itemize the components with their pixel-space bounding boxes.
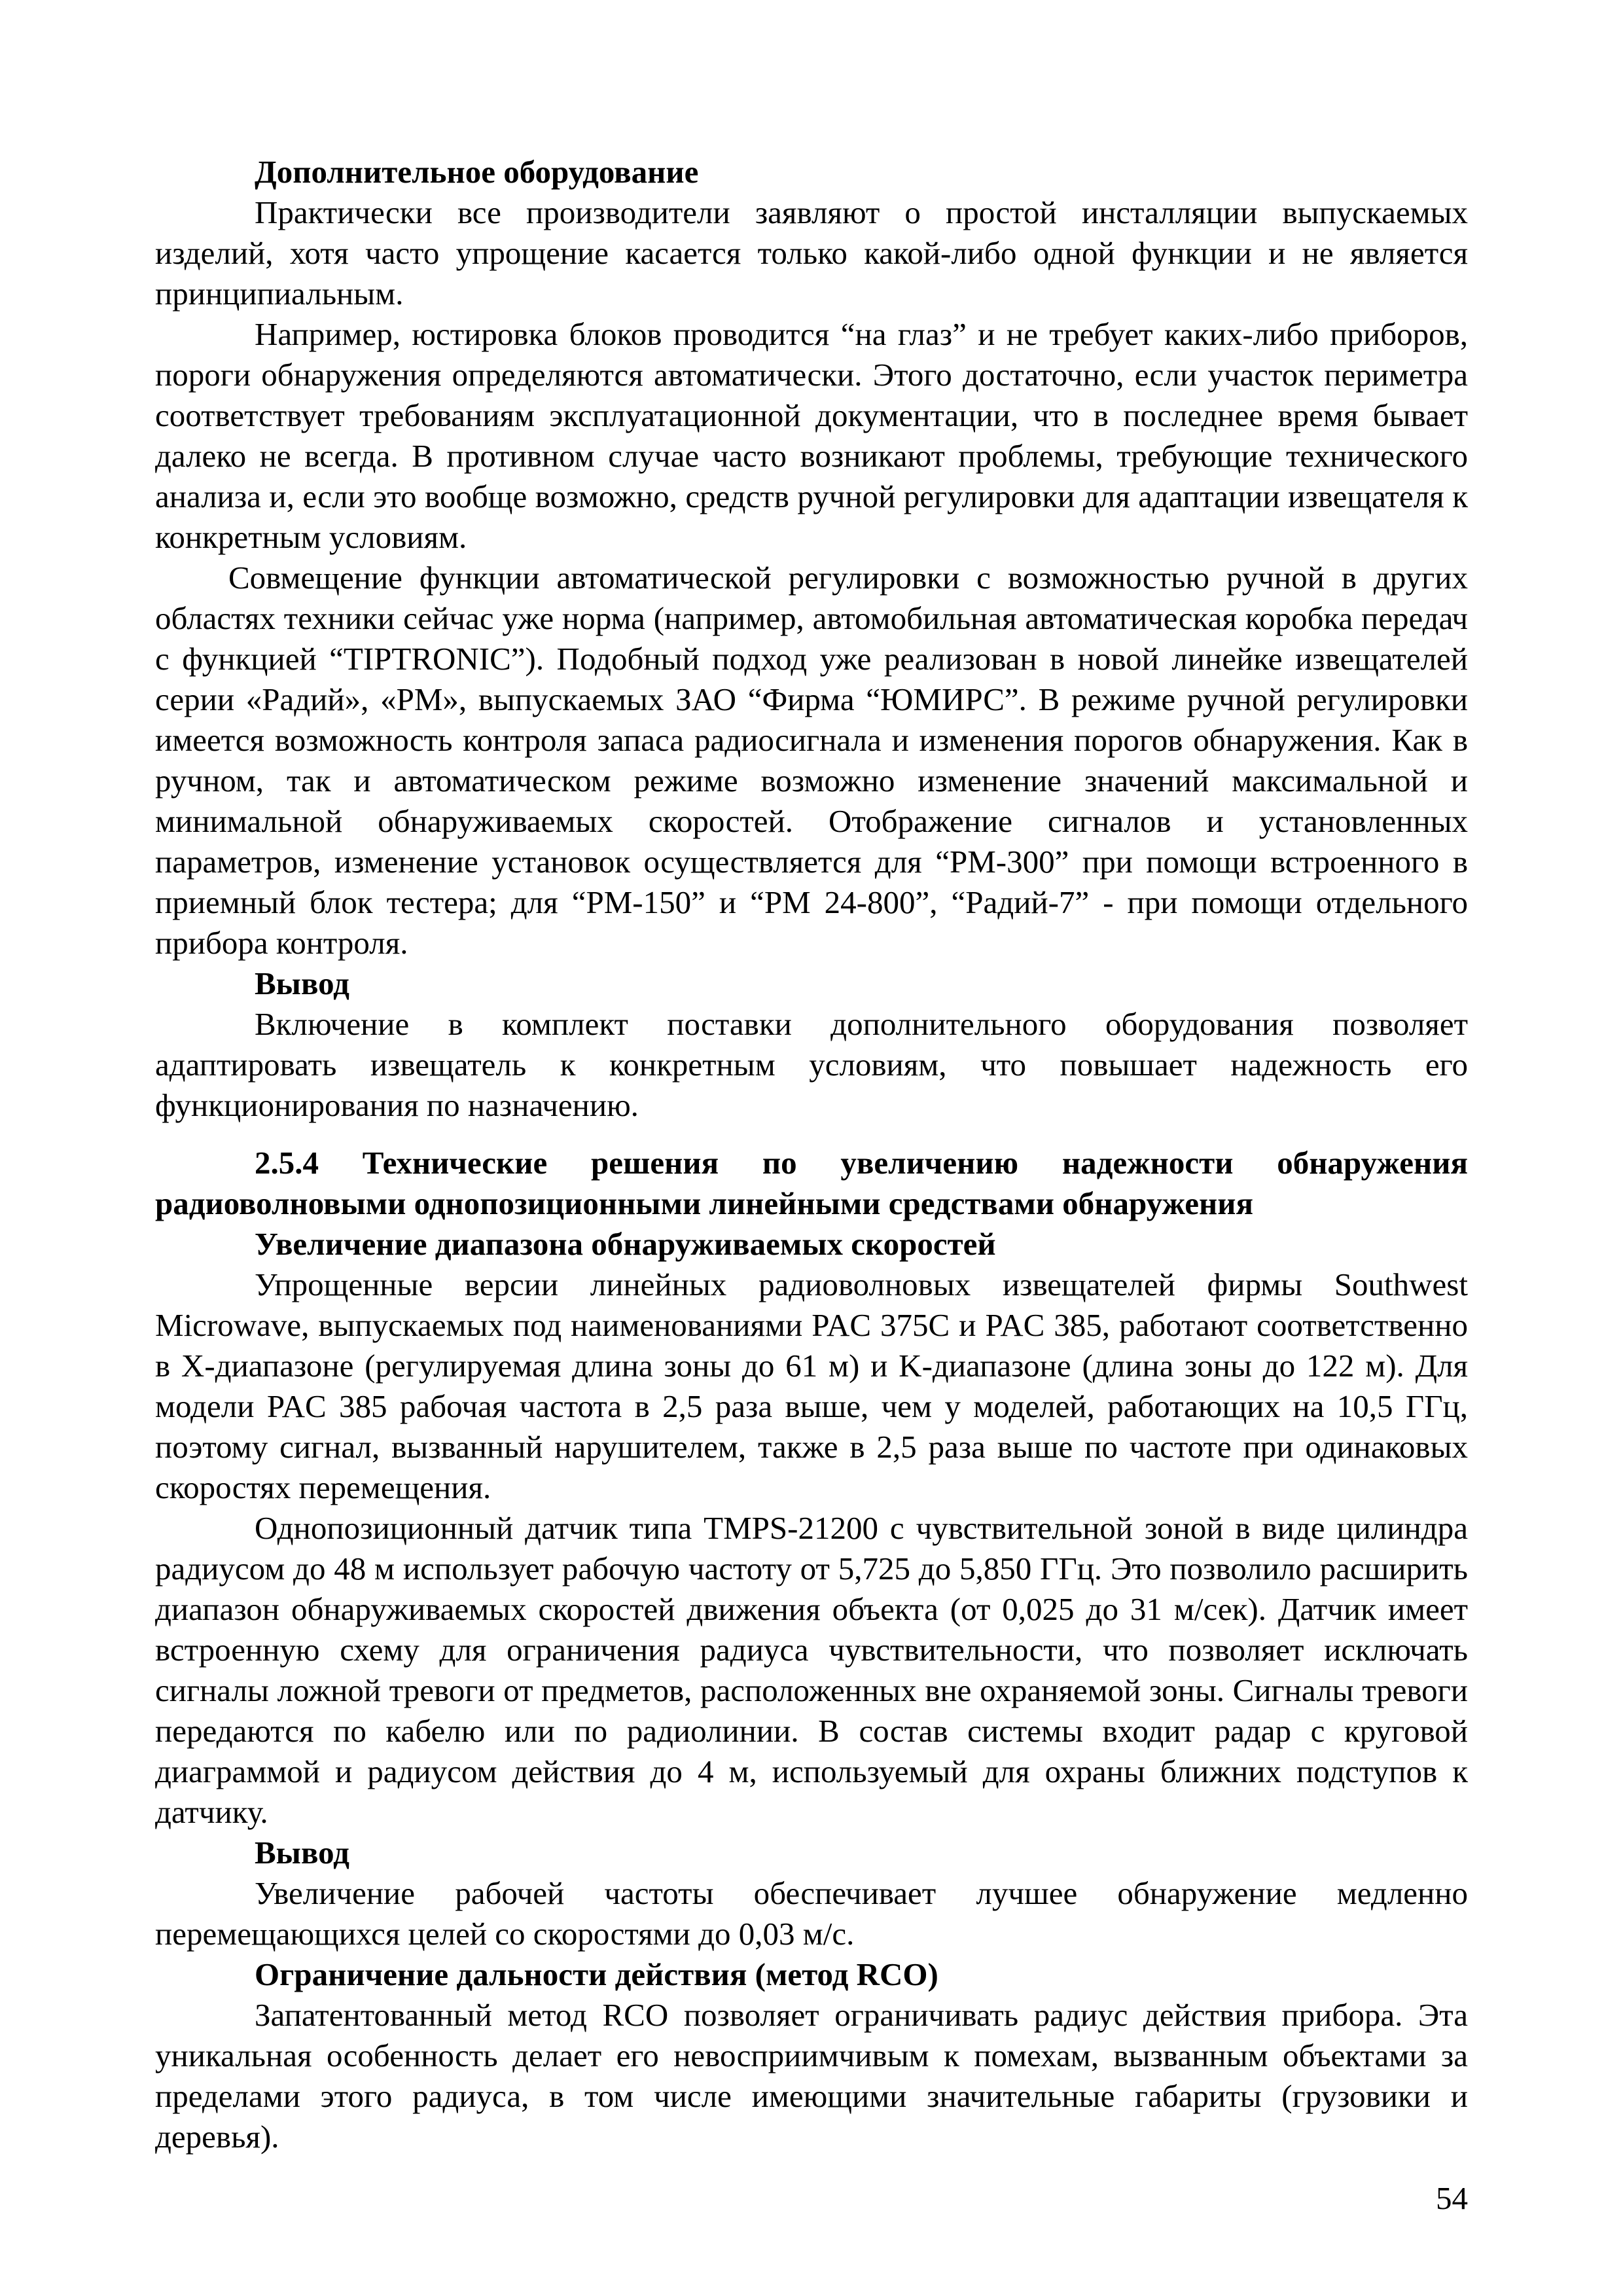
paragraph: Упрощенные версии линейных радиоволновых извещателей фирмы Southwest Microwave, выпускаемых под наименованиями PAC 375C и PAC 385, работают соответственно в X-диапазоне (регулируемая длина зоны до 61 м) и K-диапазоне (длина зоны до 122 м). Для модели PAC 385 рабочая частота в 2,5 раза выше, чем у моделей, работающих на 10,5 ГГц, поэтому сигнал, вызванный нарушителем, также в 2,5 раза выше по частоте при одинаковых скоростях перемещения.: [155, 1266, 1468, 1505]
paragraph: Запатентованный метод RCO позволяет ограничивать радиус действия прибора. Эта уникальная особенность делает его невосприимчивым к помехам, вызванным объектами за пределами этого радиуса, в том числе имеющими значительные габариты (грузовики и деревья).: [155, 1997, 1468, 2155]
conclusion-paragraph: Увеличение рабочей частоты обеспечивает лучшее обнаружение медленно перемещающихся целей со скоростями до 0,03 м/с.: [155, 1875, 1468, 1952]
chapter-title: 2.5.4 Технические решения по увеличению надежности обнаружения радиоволновыми однопозиционными линейными средствами обнаружения: [155, 1145, 1468, 1221]
paragraph: Однопозиционный датчик типа TMPS-21200 с чувствительной зоной в виде цилиндра радиусом до 48 м использует рабочую частоту от 5,725 до 5,850 ГГц. Это позволило расширить диапазон обнаруживаемых скоростей движения объекта (от 0,025 до 31 м/сек). Датчик имеет встроенную схему для ограничения радиуса чувствительности, что позволяет исключать сигналы ложной тревоги от предметов, расположенных вне охраняемой зоны. Сигналы тревоги передаются по кабелю или по радиолинии. В состав системы входит радар с круговой диаграммой и радиусом действия до 4 м, используемый для охраны ближних подступов к датчику.: [155, 1510, 1468, 1830]
paragraph: Например, юстировка блоков проводится “на глаз” и не требует каких-либо приборов, пороги обнаружения определяются автоматически. Этого достаточно, если участок периметра соответствует требованиям эксплуатационной документации, что в последнее время бывает далеко не всегда. В противном случае часто возникают проблемы, требующие технического анализа и, если это вообще возможно, средств ручной регулировки для адаптации извещателя к конкретным условиям.: [155, 316, 1468, 555]
page-number: 54: [1436, 2180, 1468, 2216]
subsection-heading-speeds: Увеличение диапазона обнаруживаемых скоростей: [255, 1226, 996, 1262]
subsection-heading-rco: Ограничение дальности действия (метод RCO): [255, 1956, 938, 1992]
paragraph: Практически все производители заявляют о простой инсталляции выпускаемых изделий, хотя часто упрощение касается только какой-либо одной функции и не является принципиальным.: [155, 194, 1468, 312]
section-heading-equipment: Дополнительное оборудование: [255, 154, 699, 190]
conclusion-heading: Вывод: [255, 965, 349, 1001]
conclusion-paragraph: Включение в комплект поставки дополнительного оборудования позволяет адаптировать извещатель к конкретным условиям, что повышает надежность его функционирования по назначению.: [155, 1006, 1468, 1123]
conclusion-heading: Вывод: [255, 1835, 349, 1871]
page-body: [155, 152, 1468, 2157]
paragraph: Совмещение функции автоматической регулировки с возможностью ручной в других областях техники сейчас уже норма (например, автомобильная автоматическая коробка передач с функцией “TIPTRONIC”). Подобный подход уже реализован в новой линейке извещателей серии «Радий», «РМ», выпускаемых ЗАО “Фирма “ЮМИРС”. В режиме ручной регулировки имеется возможность контроля запаса радиосигнала и изменения порогов обнаружения. Как в ручном, так и автоматическом режиме возможно изменение значений максимальной и минимальной обнаруживаемых скоростей. Отображение сигналов и установленных параметров, изменение установок осуществляется для “РМ-300” при помощи встроенного в приемный блок тестера; для “РМ-150” и “РМ 24-800”, “Радий-7” - при помощи отдельного прибора контроля.: [155, 560, 1468, 961]
